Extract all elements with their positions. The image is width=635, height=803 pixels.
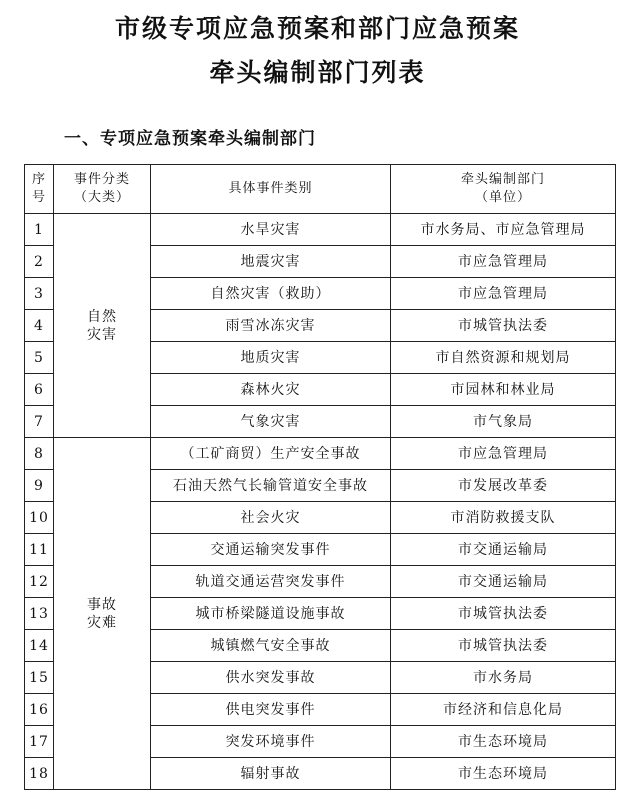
lead-department: 市交通运输局 (391, 534, 616, 566)
category-label-line2: 灾害 (87, 326, 117, 343)
header-event-category-line1: 事件分类 (73, 172, 130, 187)
row-number: 7 (25, 406, 54, 438)
row-number: 12 (25, 566, 54, 598)
header-lead-department-line2: （单位） (474, 190, 531, 205)
row-number: 5 (25, 342, 54, 374)
table-row (25, 214, 616, 246)
document-title-line1: 市级专项应急预案和部门应急预案 (114, 14, 520, 43)
header-serial-number (25, 165, 54, 214)
lead-department: 市应急管理局 (391, 278, 616, 310)
event-type: 交通运输突发事件 (151, 534, 391, 566)
header-event-category (54, 165, 151, 214)
table-header-row (25, 165, 616, 214)
lead-department-table (24, 164, 616, 790)
lead-department: 市消防救援支队 (391, 502, 616, 534)
event-type: 石油天然气长输管道安全事故 (151, 470, 391, 502)
event-type: （工矿商贸）生产安全事故 (151, 438, 391, 470)
event-type: 突发环境事件 (151, 726, 391, 758)
row-number: 16 (25, 694, 54, 726)
row-number: 15 (25, 662, 54, 694)
event-type: 雨雪冰冻灾害 (151, 310, 391, 342)
row-number: 9 (25, 470, 54, 502)
header-lead-department (391, 165, 616, 214)
document-title-line2: 牵头编制部门列表 (209, 58, 426, 87)
row-number: 1 (25, 214, 54, 246)
lead-department: 市水务局、市应急管理局 (391, 214, 616, 246)
header-event-category-line2: （大类） (73, 190, 130, 205)
event-type: 水旱灾害 (151, 214, 391, 246)
event-type: 自然灾害（救助） (151, 278, 391, 310)
event-type: 地震灾害 (151, 246, 391, 278)
header-serial-number-line2: 号 (31, 190, 46, 205)
event-type: 供电突发事件 (151, 694, 391, 726)
event-type: 森林火灾 (151, 374, 391, 406)
event-type: 城市桥梁隧道设施事故 (151, 598, 391, 630)
header-specific-event (151, 165, 391, 214)
event-type: 城镇燃气安全事故 (151, 630, 391, 662)
event-type: 地质灾害 (151, 342, 391, 374)
lead-department: 市水务局 (391, 662, 616, 694)
event-type: 轨道交通运营突发事件 (151, 566, 391, 598)
lead-department: 市自然资源和规划局 (391, 342, 616, 374)
lead-department: 市城管执法委 (391, 630, 616, 662)
section-heading: 一、专项应急预案牵头编制部门 (64, 129, 316, 149)
row-number: 4 (25, 310, 54, 342)
category-natural-disaster (54, 214, 151, 438)
row-number: 17 (25, 726, 54, 758)
lead-department: 市发展改革委 (391, 470, 616, 502)
category-accident-disaster (54, 438, 151, 790)
lead-department: 市应急管理局 (391, 246, 616, 278)
row-number: 2 (25, 246, 54, 278)
row-number: 6 (25, 374, 54, 406)
category-label-line2: 灾难 (87, 614, 117, 631)
category-label-line1: 事故 (87, 596, 117, 613)
lead-department: 市气象局 (391, 406, 616, 438)
category-label-line1: 自然 (87, 308, 117, 325)
event-type: 社会火灾 (151, 502, 391, 534)
table-row (25, 438, 616, 470)
event-type: 供水突发事故 (151, 662, 391, 694)
row-number: 10 (25, 502, 54, 534)
lead-department: 市经济和信息化局 (391, 694, 616, 726)
lead-department: 市交通运输局 (391, 566, 616, 598)
row-number: 18 (25, 758, 54, 790)
row-number: 11 (25, 534, 54, 566)
header-serial-number-line1: 序 (31, 172, 46, 187)
lead-department: 市生态环境局 (391, 758, 616, 790)
event-type: 辐射事故 (151, 758, 391, 790)
header-specific-event-label: 具体事件类别 (228, 181, 313, 196)
lead-department: 市城管执法委 (391, 598, 616, 630)
lead-department: 市园林和林业局 (391, 374, 616, 406)
header-lead-department-line1: 牵头编制部门 (460, 172, 545, 187)
row-number: 13 (25, 598, 54, 630)
row-number: 14 (25, 630, 54, 662)
row-number: 8 (25, 438, 54, 470)
row-number: 3 (25, 278, 54, 310)
lead-department: 市生态环境局 (391, 726, 616, 758)
lead-department: 市应急管理局 (391, 438, 616, 470)
lead-department: 市城管执法委 (391, 310, 616, 342)
event-type: 气象灾害 (151, 406, 391, 438)
